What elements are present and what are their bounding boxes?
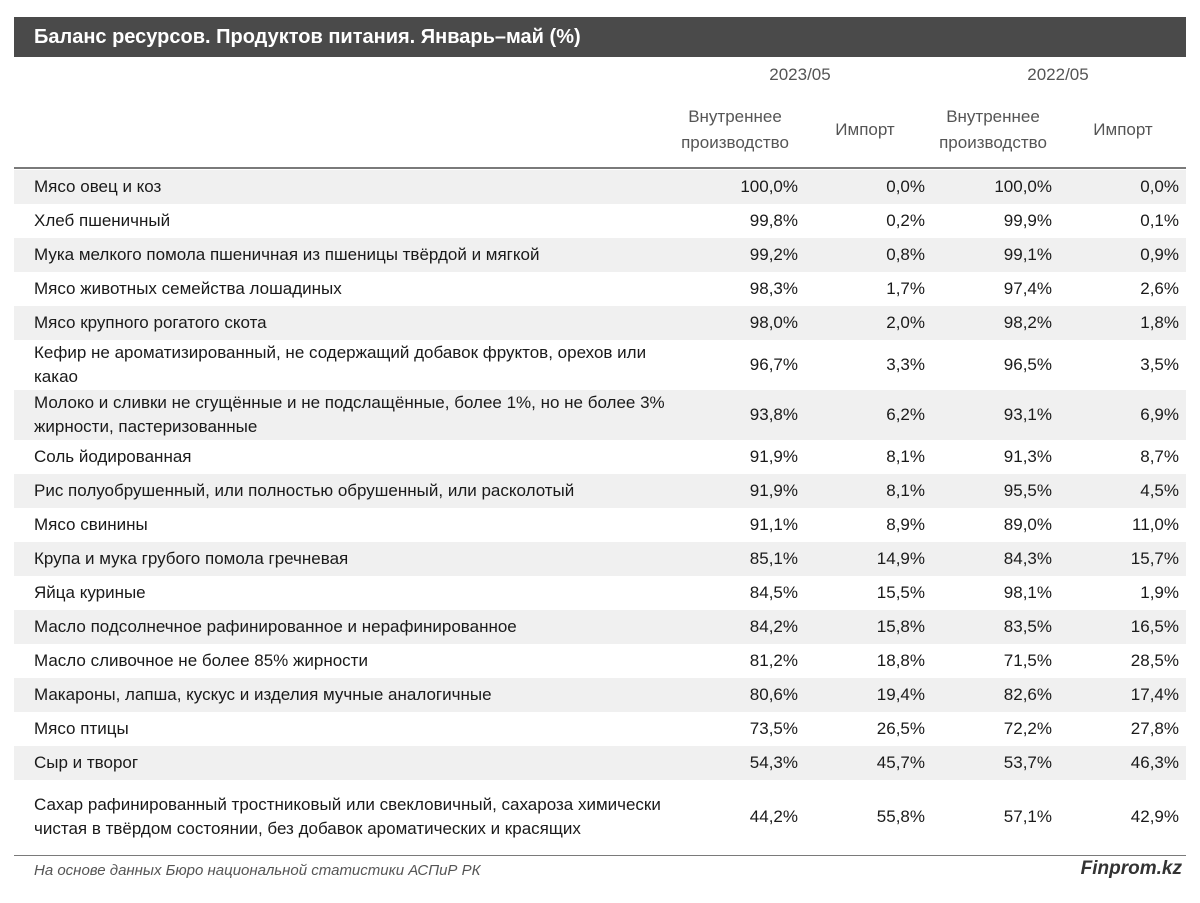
row-padding <box>1179 678 1186 712</box>
value-domestic-2022: 71,5% <box>1003 651 1052 670</box>
row-padding <box>1179 390 1186 440</box>
value-import-2022: 1,8% <box>1052 306 1179 340</box>
row-label: Макароны, лапша, кускус и изделия мучные аналогичные <box>14 678 674 712</box>
value-domestic-2022: 53,7% <box>925 746 1052 780</box>
row-padding <box>1179 542 1186 576</box>
value-import-2022: 46,3% <box>1052 746 1179 780</box>
value-import-2022: 1,9% <box>1140 583 1179 602</box>
data-table <box>14 170 1186 854</box>
row-label: Кефир не ароматизированный, не содержащий добавок фруктов, орехов или какао <box>34 343 647 386</box>
value-domestic-2022: 100,0% <box>925 170 1052 204</box>
value-import-2023: 18,8% <box>876 651 925 670</box>
value-import-2023: 3,3% <box>886 355 925 374</box>
source-note: На основе данных Бюро национальной статистики АСПиР РК <box>34 862 481 879</box>
column-header-domestic-2023 <box>660 104 810 156</box>
footer-rule <box>14 855 1186 856</box>
value-import-2022: 0,9% <box>1052 238 1179 272</box>
value-import-2022: 16,5% <box>1052 610 1179 644</box>
value-domestic-2023: 91,9% <box>749 447 798 466</box>
row-label: Масло сливочное не более 85% жирности <box>34 651 368 670</box>
brand-logo: Finprom.kz <box>1080 858 1182 879</box>
value-import-2023: 6,2% <box>798 390 925 440</box>
header-rule <box>14 167 1186 169</box>
value-import-2023: 14,9% <box>798 542 925 576</box>
row-label: Хлеб пшеничный <box>34 211 171 230</box>
row-label: Молоко и сливки не сгущённые и не подслащённые, более 1%, но не более 3% жирности, пастеризованные <box>14 390 674 440</box>
value-import-2022: 42,9% <box>1130 807 1179 826</box>
row-label: Крупа и мука грубого помола гречневая <box>14 542 674 576</box>
row-label: Яйца куриные <box>34 583 146 602</box>
value-domestic-2022: 84,3% <box>925 542 1052 576</box>
value-import-2023: 55,8% <box>876 807 925 826</box>
value-import-2023: 2,0% <box>798 306 925 340</box>
value-import-2023: 8,9% <box>886 515 925 534</box>
column-header-line: Внутреннее <box>946 107 1040 126</box>
value-import-2023: 0,8% <box>798 238 925 272</box>
row-padding <box>1179 712 1186 746</box>
row-padding <box>1179 272 1186 306</box>
value-domestic-2023: 85,1% <box>674 542 798 576</box>
row-label: Мясо птицы <box>34 719 129 738</box>
table-row <box>14 678 1186 712</box>
row-padding <box>1179 170 1186 204</box>
value-domestic-2022: 89,0% <box>1003 515 1052 534</box>
row-padding <box>1179 340 1186 390</box>
value-domestic-2023: 44,2% <box>749 807 798 826</box>
value-domestic-2022: 93,1% <box>925 390 1052 440</box>
row-label: Мука мелкого помола пшеничная из пшеницы твёрдой и мягкой <box>14 238 674 272</box>
row-padding <box>1179 746 1186 780</box>
value-domestic-2023: 80,6% <box>674 678 798 712</box>
row-padding <box>1179 610 1186 644</box>
row-padding <box>1179 644 1186 678</box>
value-domestic-2023: 98,3% <box>749 279 798 298</box>
row-label: Мясо овец и коз <box>14 170 674 204</box>
value-import-2022: 27,8% <box>1130 719 1179 738</box>
row-label: Мясо крупного рогатого скота <box>14 306 674 340</box>
value-domestic-2022: 99,1% <box>925 238 1052 272</box>
table-row <box>14 170 1186 204</box>
value-import-2023: 15,8% <box>798 610 925 644</box>
row-padding <box>1179 204 1186 238</box>
value-domestic-2023: 91,9% <box>674 474 798 508</box>
value-import-2023: 15,5% <box>876 583 925 602</box>
value-domestic-2022: 91,3% <box>1003 447 1052 466</box>
value-import-2022: 3,5% <box>1140 355 1179 374</box>
table-row <box>14 780 1186 854</box>
value-import-2022: 15,7% <box>1052 542 1179 576</box>
column-header-domestic-2022 <box>918 104 1068 156</box>
value-domestic-2022: 83,5% <box>925 610 1052 644</box>
table-row <box>14 474 1186 508</box>
value-domestic-2022: 96,5% <box>1003 355 1052 374</box>
table-row <box>14 340 1186 390</box>
table-row <box>14 238 1186 272</box>
value-domestic-2023: 93,8% <box>674 390 798 440</box>
value-import-2022: 28,5% <box>1130 651 1179 670</box>
table-row <box>14 390 1186 440</box>
row-padding <box>1179 440 1186 474</box>
row-label: Рис полуобрушенный, или полностью обрушенный, или расколотый <box>14 474 674 508</box>
column-header-line: Внутреннее <box>688 107 782 126</box>
value-domestic-2023: 100,0% <box>674 170 798 204</box>
row-label: Мясо животных семейства лошадиных <box>34 279 342 298</box>
value-domestic-2022: 98,1% <box>1003 583 1052 602</box>
value-import-2022: 0,1% <box>1140 211 1179 230</box>
value-import-2022: 6,9% <box>1052 390 1179 440</box>
table-title: Баланс ресурсов. Продуктов питания. Январь–май (%) <box>14 17 1186 57</box>
value-import-2023: 8,1% <box>798 474 925 508</box>
value-domestic-2023: 96,7% <box>749 355 798 374</box>
row-label: Мясо свинины <box>34 515 148 534</box>
value-import-2023: 19,4% <box>798 678 925 712</box>
value-domestic-2022: 97,4% <box>1003 279 1052 298</box>
value-domestic-2022: 82,6% <box>925 678 1052 712</box>
value-domestic-2023: 81,2% <box>749 651 798 670</box>
table-row <box>14 712 1186 746</box>
value-domestic-2023: 84,2% <box>674 610 798 644</box>
table-row <box>14 204 1186 238</box>
value-import-2022: 4,5% <box>1052 474 1179 508</box>
period-header-2023: 2023/05 <box>769 65 831 84</box>
column-header-import-2022: Импорт <box>1093 120 1153 139</box>
value-import-2022: 8,7% <box>1140 447 1179 466</box>
column-header-line: производство <box>681 133 789 152</box>
value-import-2023: 8,1% <box>886 447 925 466</box>
value-domestic-2023: 98,0% <box>674 306 798 340</box>
value-import-2023: 45,7% <box>798 746 925 780</box>
row-padding <box>1179 474 1186 508</box>
table-row <box>14 576 1186 610</box>
value-import-2022: 2,6% <box>1140 279 1179 298</box>
value-import-2023: 0,0% <box>798 170 925 204</box>
value-domestic-2023: 99,2% <box>674 238 798 272</box>
row-padding <box>1179 238 1186 272</box>
row-label: Соль йодированная <box>34 447 192 466</box>
row-label: Масло подсолнечное рафинированное и нерафинированное <box>14 610 674 644</box>
table-row <box>14 440 1186 474</box>
value-import-2023: 26,5% <box>876 719 925 738</box>
row-padding <box>1179 306 1186 340</box>
value-domestic-2023: 99,8% <box>749 211 798 230</box>
value-import-2022: 11,0% <box>1132 515 1179 534</box>
row-padding <box>1179 780 1186 854</box>
row-label: Сыр и творог <box>14 746 674 780</box>
table-row <box>14 306 1186 340</box>
value-domestic-2022: 95,5% <box>925 474 1052 508</box>
row-label: Сахар рафинированный тростниковый или свекловичный, сахароза химически чистая в твёрдом состоянии, без добавок ароматических и красящих <box>34 795 661 838</box>
table-row <box>14 272 1186 306</box>
value-domestic-2022: 72,2% <box>1003 719 1052 738</box>
table-row <box>14 508 1186 542</box>
row-padding <box>1179 576 1186 610</box>
value-domestic-2022: 99,9% <box>1003 211 1052 230</box>
value-domestic-2023: 54,3% <box>674 746 798 780</box>
table-row <box>14 644 1186 678</box>
value-domestic-2022: 57,1% <box>1003 807 1052 826</box>
value-domestic-2023: 91,1% <box>749 515 798 534</box>
row-padding <box>1179 508 1186 542</box>
table-row <box>14 746 1186 780</box>
table-row <box>14 610 1186 644</box>
period-header-2022: 2022/05 <box>1027 65 1089 84</box>
column-header-import-2023: Импорт <box>835 120 895 139</box>
value-domestic-2022: 98,2% <box>925 306 1052 340</box>
value-import-2022: 0,0% <box>1052 170 1179 204</box>
value-import-2023: 1,7% <box>886 279 925 298</box>
table-row <box>14 542 1186 576</box>
value-import-2023: 0,2% <box>886 211 925 230</box>
column-header-line: производство <box>939 133 1047 152</box>
value-import-2022: 17,4% <box>1052 678 1179 712</box>
value-domestic-2023: 84,5% <box>749 583 798 602</box>
value-domestic-2023: 73,5% <box>749 719 798 738</box>
